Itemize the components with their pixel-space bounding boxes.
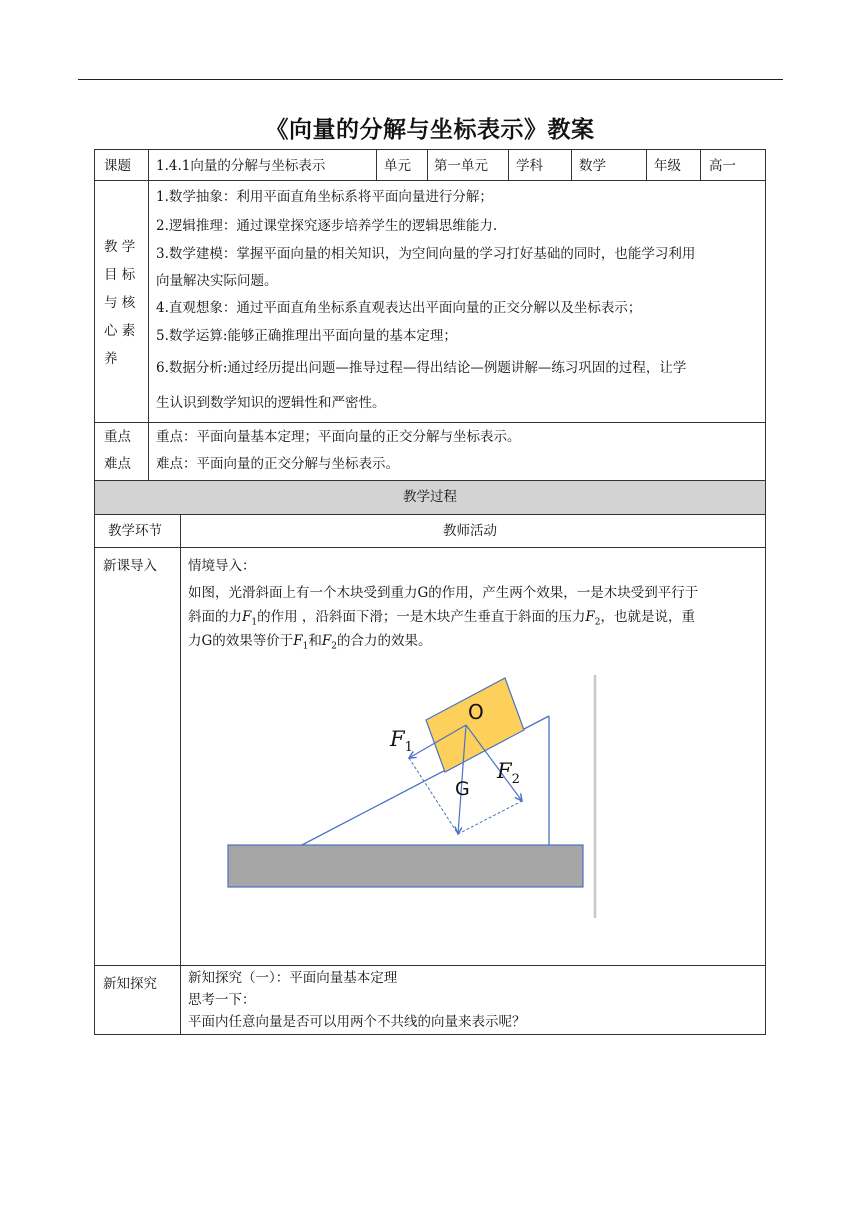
f1-label: $F_1$	[390, 727, 413, 755]
f2-label: $F_2$	[497, 759, 520, 787]
subject-label: 学科	[516, 158, 543, 174]
objective-line: 生认识到数学知识的逻辑性和严密性。	[156, 395, 386, 411]
explore-line: 新知探究（一）：平面向量基本定理	[188, 970, 398, 986]
force-symbol: F	[321, 633, 332, 649]
intro-text: ，也就是说，重	[600, 609, 696, 625]
force-subscript: 2	[594, 617, 601, 628]
document-title: 《向量的分解与坐标表示》教案	[265, 117, 595, 143]
intro-text: 和	[308, 633, 322, 649]
explore-line: 思考一下：	[188, 992, 256, 1008]
force-subscript: 2	[331, 641, 338, 652]
difficulty-text: 难点：平面向量的正交分解与坐标表示。	[156, 456, 399, 472]
col-stage-header: 教学环节	[108, 523, 162, 539]
objective-line: 1.数学抽象：利用平面直角坐标系将平面向量进行分解；	[156, 189, 493, 205]
force-symbol: F	[242, 609, 252, 625]
objectives-label-line: 与 核	[104, 295, 136, 311]
force-subscript: 1	[302, 641, 309, 652]
objectives-label-line: 教 学	[104, 239, 136, 255]
subject-value: 数学	[579, 158, 606, 174]
objectives-label-line: 心 素	[104, 323, 136, 339]
block-label: O	[468, 700, 484, 724]
intro-stage-label: 新课导入	[103, 558, 157, 574]
unit-value: 第一单元	[434, 158, 488, 174]
force-symbol: F	[585, 609, 595, 625]
topic-value: 1.4.1向量的分解与坐标表示	[156, 158, 326, 174]
objective-line: 3.数学建模：掌握平面向量的相关知识，为空间向量的学习打好基础的同时，也能学习利用	[156, 246, 696, 262]
objectives-label-line: 目 标	[104, 267, 136, 283]
objective-line: 6.数据分析:通过经历提出问题—推导过程—得出结论—例题讲解—练习巩固的过程，让学	[156, 360, 687, 376]
objective-line: 5.数学运算:能够正确推理出平面向量的基本定理；	[156, 328, 457, 344]
intro-text: 如图，光滑斜面上有一个木块受到重力G的作用，产生两个效果，一是木块受到平行于	[188, 585, 699, 601]
objective-line: 2.逻辑推理：通过课堂探究逐步培养学生的逻辑思维能力.	[156, 218, 498, 234]
objectives-label-line: 养	[104, 351, 118, 367]
ground-base	[228, 845, 583, 887]
force-subscript: 1	[251, 617, 258, 628]
intro-text: 斜面的力	[188, 609, 242, 625]
grade-label: 年级	[654, 158, 681, 174]
key-point-text: 重点：平面向量基本定理；平面向量的正交分解与坐标表示。	[156, 429, 521, 445]
gravity-label: G	[455, 778, 470, 800]
col-activity-header: 教师活动	[443, 523, 497, 539]
explore-stage-label: 新知探究	[103, 976, 157, 992]
intro-text: 力G的效果等价于	[188, 633, 294, 649]
objective-line: 4.直观想象：通过平面直角坐标系直观表达出平面向量的正交分解以及坐标表示；	[156, 300, 642, 316]
intro-text: 的作用 ，沿斜面下滑；一是木块产生垂直于斜面的压力	[257, 609, 586, 625]
unit-label: 单元	[384, 158, 411, 174]
explore-line: 平面内任意向量是否可以用两个不共线的向量来表示呢？	[188, 1014, 526, 1030]
difficulty-label: 难点	[104, 456, 131, 472]
process-section-title: 教学过程	[403, 489, 457, 505]
intro-heading: 情境导入：	[188, 558, 256, 574]
wooden-block	[426, 678, 524, 772]
topic-label: 课题	[104, 158, 131, 174]
grade-value: 高一	[709, 158, 736, 174]
key-label: 重点	[104, 429, 131, 445]
intro-text: 的合力的效果。	[337, 633, 432, 649]
force-symbol: F	[293, 633, 303, 649]
objective-line: 向量解决实际问题。	[156, 273, 278, 289]
